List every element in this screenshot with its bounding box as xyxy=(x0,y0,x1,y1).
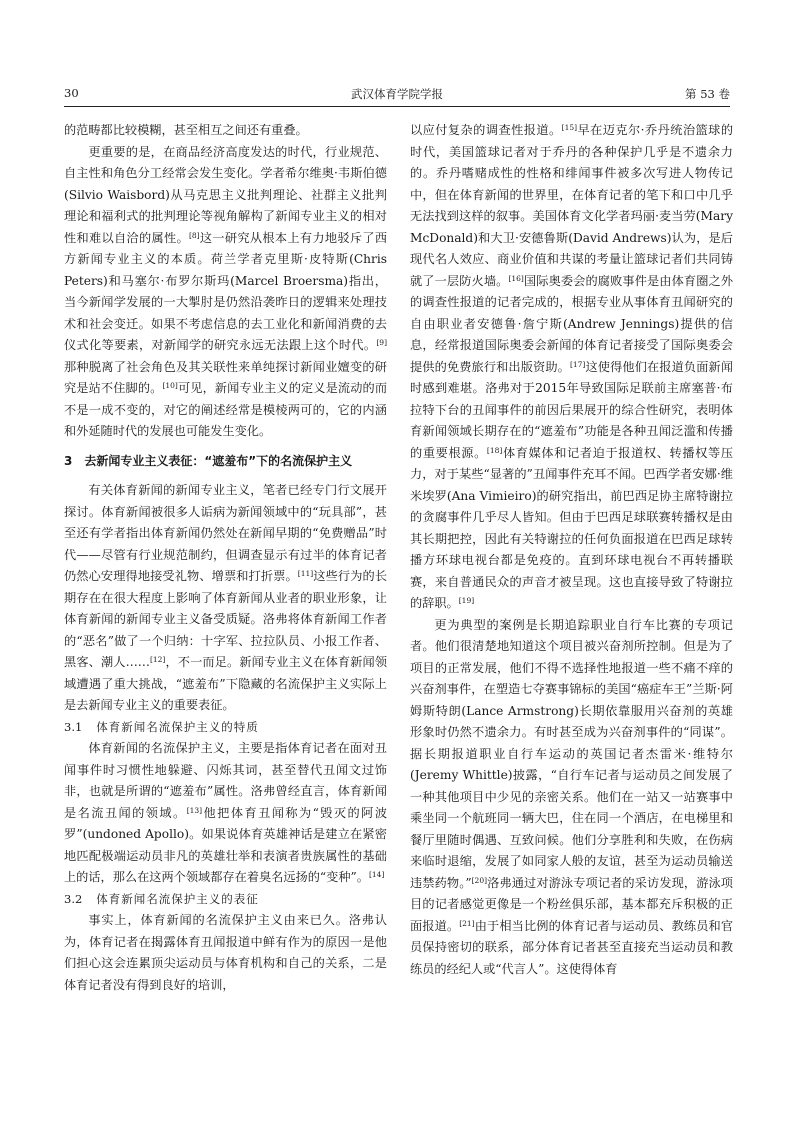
subsection-heading: 3.2 体育新闻名流保护主义的表征 xyxy=(64,891,259,906)
citation-ref: [13] xyxy=(186,805,203,815)
left-column xyxy=(64,120,387,996)
paragraph: 事实上，体育新闻的名流保护主义由来已久。洛弗认为，体育记者在揭露体育丑闻报道中鲜有作为的原因一是他们担心这会连累顶尖运动员与体育机构和自己的关系，二是体育记者没有得到良好的培训， xyxy=(64,913,387,992)
page-number: 30 xyxy=(64,86,79,100)
citation-ref: [16] xyxy=(508,273,524,283)
journal-title: 武汉体育学院学报 xyxy=(351,87,443,101)
header-rule xyxy=(64,106,730,107)
running-header xyxy=(64,86,730,106)
citation-ref: [15] xyxy=(561,123,578,132)
section-heading: 3 去新闻专业主义表征：“遮羞布”下的名流保护主义 xyxy=(64,453,353,468)
citation-ref: [17] xyxy=(569,359,586,369)
paragraph: 更为典型的案例是长期追踪职业自行车比赛的专项记者。他们很清楚地知道这个项目被兴奋剂所控制。但是为了项目的正常发展，他们不得不选择性地报道一些不痛不痒的兴奋剂事件，在塑造七夺赛事锦标的美国“癌症车王”兰斯·阿姆斯特朗(Lance Armstrong)长期依靠服用兴奋剂的英雄形象时仍然不遗余力。有时甚至成为兴奋剂事件的“同谋”。据长期报道职业自行车运动的英国记者杰雷米·维特尔(Jeremy Whittle)披露，“自行车记者与运动员之间发展了一种其他项目中少见的亲密关系。他们在一站又一站赛事中乘坐同一个航班同一辆大巴，住在同一个酒店，在电梯里和餐厅里随时偶遇、互致问候。他们分享胜利和失败，在伤病来临时退缩，发展了如同家人般的友谊，甚至为运动员输送违禁药物。”[20]洛弗通过对游泳专项记者的采访发现，游泳项目的记者感觉更像是一个粉丝俱乐部，基本都充斥积极的正面报道。[21]由于相当比例的体育记者与运动员、教练员和官员保持密切的联系，部分体育记者甚至直接充当运动员和教练员的经纪人或“代言人”。这使得体育 xyxy=(410,617,734,976)
citation-ref: [19] xyxy=(458,596,475,605)
paragraph: 以应付复杂的调查性报道。[15]早在迈克尔·乔丹统治篮球的时代，美国篮球记者对于乔丹的各种保护几乎是不遗余力的。乔丹嗜赌成性的性格和绯闻事件被多次写进人物传记中，但在体育新闻的世界里，在体育记者的笔下和口中几乎无法找到这样的叙事。美国体育文化学者玛丽·麦当劳(Mary McDonald)和大卫·安德鲁斯(David Andrews)认为，是后现代名人效应、商业价值和共谋的考量让篮球记者们共同铸就了一层防火墙。[16]国际奥委会的腐败事件是由体育圈之外的调查性报道的记者完成的，根据专业从事体育丑闻研究的自由职业者安德鲁·詹宁斯(Andrew Jennings)提供的信息，经常报道国际奥委会新闻的体育记者接受了国际奥委会提供的免费旅行和出版资助。[17]这使得他们在报道负面新闻时感到难堪。洛弗对于2015年导致国际足联前主席塞普·布拉特下台的丑闻事件的前因后果展开的综合性研究，表明体育新闻领域长期存在的“遮羞布”功能是各种丑闻泛滥和传播的重要根源。[18]体育媒体和记者迫于报道权、转播权等压力，对于某些“显著的”丑闻事件充耳不闻。巴西学者安娜·维米埃罗(Ana Vimieiro)的研究指出，前巴西足协主席特谢拉的贪腐事件几乎尽人皆知。但由于巴西足球联赛转播权是由其长期把控，因此有关特谢拉的任何负面报道在巴西足球转播方环球电视台都是免疫的。直到环球电视台不再转播联赛，来自普通民众的声音才被呈现。这也直接导致了特谢拉的辞职。[19] xyxy=(410,123,734,610)
subsection-heading: 3.1 体育新闻名流保护主义的特质 xyxy=(64,719,259,734)
paragraph: 有关体育新闻的新闻专业主义，笔者已经专门行文展开探讨。体育新闻被很多人诟病为新闻领域中的“玩具部”，甚至还有学者指出体育新闻仍然处在新闻早期的“免费赠品”时代——尽管有行业规范制约，但调查显示有过半的体育记者仍然心安理得地接受礼物、增票和打折票。[11]这些行为的长期存在在很大程度上影响了体育新闻从业者的职业形象，让体育新闻的新闻专业主义备受质疑。洛弗将体育新闻工作者的“恶名”做了一个归纳：十字军、拉拉队员、小报工作者、黑客、潮人……[12]，不一而足。新闻专业主义在体育新闻领域遭遇了重大挑战，“遮羞布”下隐藏的名流保护主义实际上是去新闻专业主义的重要表征。 xyxy=(64,483,388,712)
citation-ref: [9] xyxy=(376,338,387,347)
paragraph: 更重要的是，在商品经济高度发达的时代，行业规范、自主性和角色分工经常会发生变化。学者希尔维奥·韦斯伯德(Silvio Waisbord)从马克思主义批判理论、社群主义批判理论和福利式的批判理论等视角解构了新闻专业主义的相对性和难以自洽的属性。[8]这一研究从根本上有力地驳斥了西方新闻专业主义的本质。荷兰学者克里斯·皮特斯(Chris Peters)和马塞尔·布罗尔斯玛(Marcel Broersma)指出，当今新闻学发展的一大掣肘是仍然沿袭昨日的逻辑来处理技术和社会变迁。如果不考虑信息的去工业化和新闻消费的去仪式化等要素，对新闻学的研究永远无法跟上这个时代。[9]那种脱离了社会角色及其关联性来单纯探讨新闻业嬗变的研究是站不住脚的。[10]可见，新闻专业主义的定义是流动的而不是一成不变的，对它的阐述经常是模棱两可的，它的内涵和外延随时代的发展也可能发生变化。 xyxy=(64,144,388,438)
citation-ref: [8] xyxy=(188,230,200,240)
citation-ref: [21] xyxy=(459,918,475,928)
citation-ref: [14] xyxy=(368,870,385,879)
paragraph: 体育新闻的名流保护主义，主要是指体育记者在面对丑闻事件时习惯性地躲避、闪烁其词，甚至替代丑闻文过饰非，也就是所谓的“遮羞布”属性。洛弗曾经直言，体育新闻是名流丑闻的领域。[13]他把体育丑闻称为“毁灭的阿波罗”(undoned Apollo)。如果说体育英雄神话是建立在紧密地匹配极端运动员非凡的英雄壮举和表演者贵族属性的基础上的话，那么在这两个领域都存在着臭名远扬的“变种”。[14] xyxy=(64,741,388,884)
volume-label: 第 53 卷 xyxy=(685,87,730,101)
citation-ref: [11] xyxy=(297,569,314,578)
citation-ref: [20] xyxy=(471,875,488,885)
citation-ref: [12] xyxy=(149,655,166,664)
right-column xyxy=(410,120,733,980)
citation-ref: [10] xyxy=(162,381,178,390)
paragraph: 的范畴都比较模糊，甚至相互之间还有重叠。 xyxy=(64,123,308,137)
citation-ref: [18] xyxy=(486,445,503,455)
